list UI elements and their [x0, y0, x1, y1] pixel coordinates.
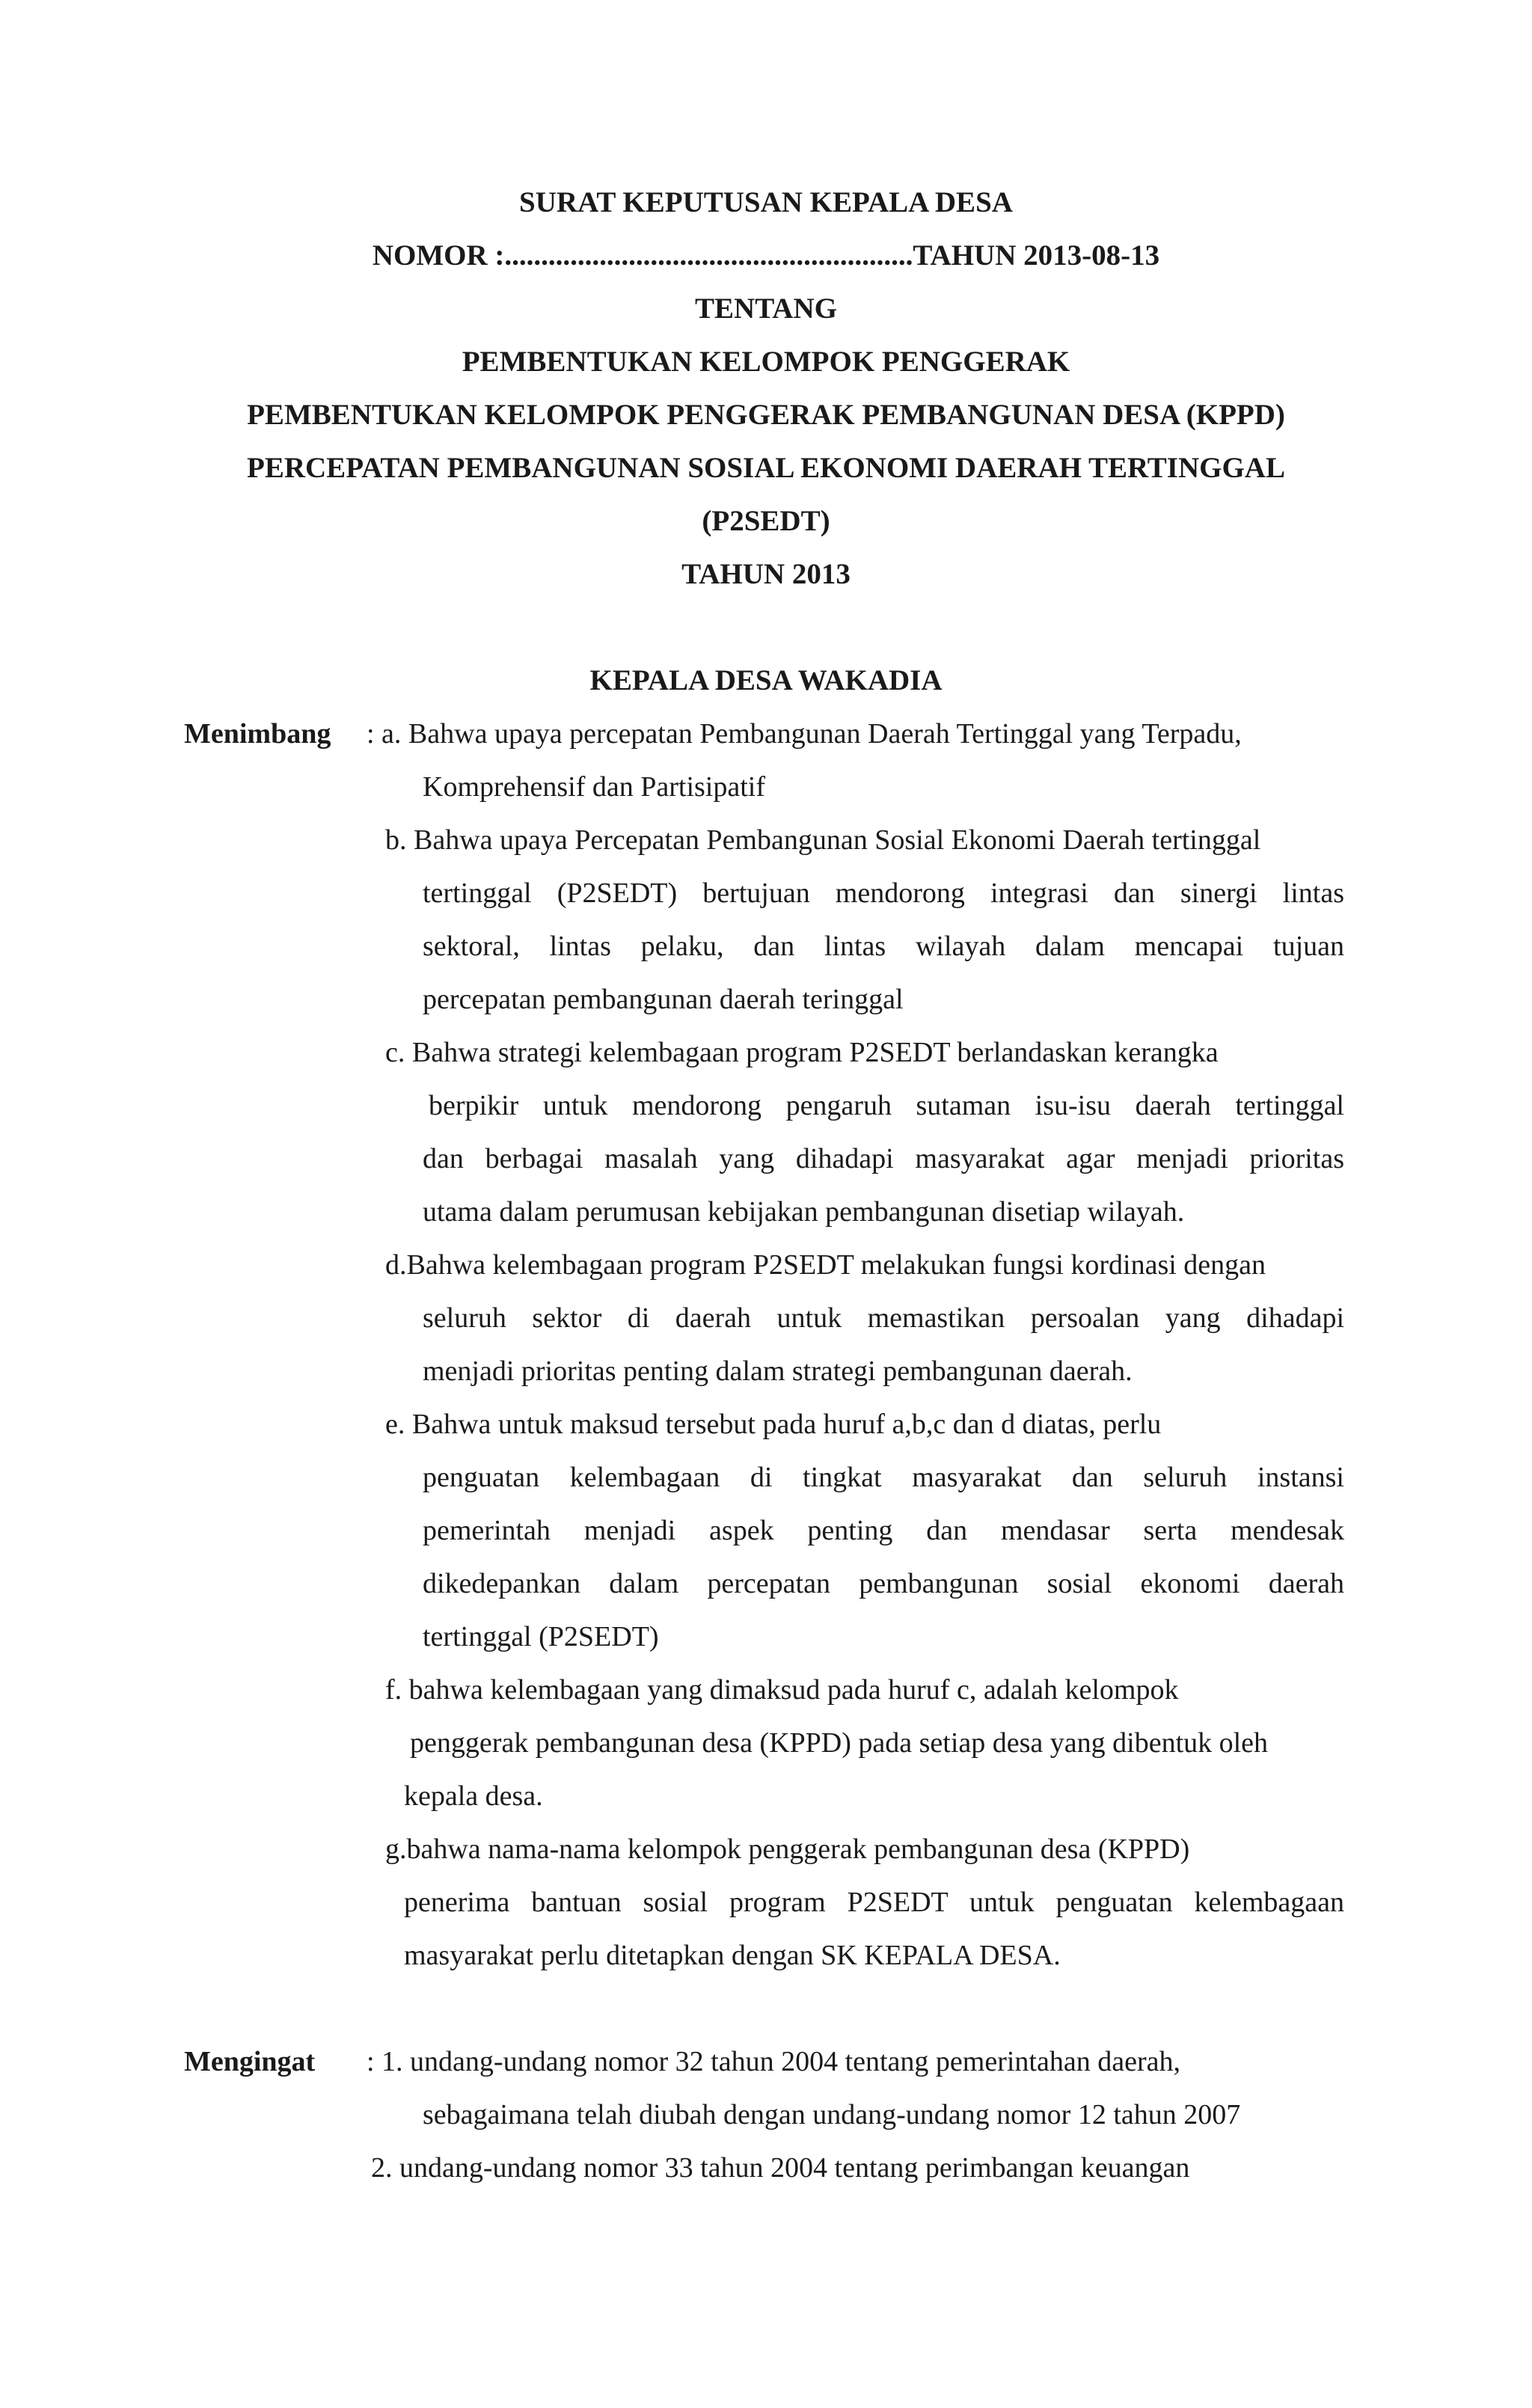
menimbang-b-line-3: sektoral, lintas pelaku, dan lintas wilayah dalam mencapai tujuan [423, 931, 1344, 962]
menimbang-e-line-3: pemerintah menjadi aspek penting dan mendasar serta mendesak [423, 1515, 1344, 1546]
subject-line-3: PERCEPATAN PEMBANGUNAN SOSIAL EKONOMI DAERAH TERTINGGAL [247, 452, 1285, 484]
mengingat-2-line-1: 2. undang-undang nomor 33 tahun 2004 tentang perimbangan keuangan [371, 2152, 1190, 2184]
tentang-heading: TENTANG [695, 292, 837, 325]
subject-line-2: PEMBENTUKAN KELOMPOK PENGGERAK PEMBANGUNAN DESA (KPPD) [247, 399, 1285, 431]
subject-year: TAHUN 2013 [681, 558, 851, 590]
subject-line-4: (P2SEDT) [702, 505, 830, 537]
menimbang-g-line-1: g.bahwa nama-nama kelompok penggerak pembangunan desa (KPPD) [385, 1833, 1190, 1865]
menimbang-c-line-3: dan berbagai masalah yang dihadapi masyarakat agar menjadi prioritas [423, 1143, 1344, 1174]
menimbang-b-line-2: tertinggal (P2SEDT) bertujuan mendorong integrasi dan sinergi lintas [423, 877, 1344, 909]
menimbang-d-line-2: seluruh sektor di daerah untuk memastikan persoalan yang dihadapi [423, 1302, 1344, 1334]
menimbang-g-line-3: masyarakat perlu ditetapkan dengan SK KEPALA DESA. [404, 1940, 1061, 1971]
menimbang-c-line-2: berpikir untuk mendorong pengaruh sutaman isu-isu daerah tertinggal [429, 1090, 1344, 1121]
mengingat-label: Mengingat [184, 2046, 316, 2077]
issuer-heading: KEPALA DESA WAKADIA [589, 664, 943, 696]
menimbang-e-line-5: tertinggal (P2SEDT) [423, 1621, 659, 1652]
mengingat-1-line-1: : 1. undang-undang nomor 32 tahun 2004 tentang pemerintahan daerah, [367, 2046, 1180, 2077]
menimbang-a-line-1: : a. Bahwa upaya percepatan Pembangunan Daerah Tertinggal yang Terpadu, [367, 718, 1242, 750]
menimbang-c-line-4: utama dalam perumusan kebijakan pembangunan disetiap wilayah. [423, 1196, 1185, 1228]
menimbang-d-line-3: menjadi prioritas penting dalam strategi pembangunan daerah. [423, 1355, 1133, 1387]
menimbang-a-line-2: Komprehensif dan Partisipatif [423, 771, 766, 803]
subject-line-1: PEMBENTUKAN KELOMPOK PENGGERAK [462, 346, 1070, 378]
menimbang-b-line-1: b. Bahwa upaya Percepatan Pembangunan Sosial Ekonomi Daerah tertinggal [385, 824, 1261, 856]
document-title: SURAT KEPUTUSAN KEPALA DESA [519, 186, 1013, 218]
menimbang-b-line-4: percepatan pembangunan daerah teringgal [423, 984, 904, 1015]
menimbang-f-line-2: penggerak pembangunan desa (KPPD) pada setiap desa yang dibentuk oleh [410, 1727, 1269, 1759]
menimbang-e-line-2: penguatan kelembagaan di tingkat masyarakat dan seluruh instansi [423, 1462, 1344, 1493]
menimbang-g-line-2: penerima bantuan sosial program P2SEDT untuk penguatan kelembagaan [404, 1887, 1344, 1918]
document-number-line: NOMOR :........................................................TAHUN 2013-08-13 [372, 239, 1160, 272]
menimbang-f-line-1: f. bahwa kelembagaan yang dimaksud pada huruf c, adalah kelompok [385, 1674, 1179, 1706]
menimbang-label: Menimbang [184, 718, 331, 750]
menimbang-e-line-4: dikedepankan dalam percepatan pembangunan sosial ekonomi daerah [423, 1568, 1344, 1599]
menimbang-c-line-1: c. Bahwa strategi kelembagaan program P2SEDT berlandaskan kerangka [385, 1037, 1219, 1068]
mengingat-1-line-2: sebagaimana telah diubah dengan undang-undang nomor 12 tahun 2007 [423, 2099, 1241, 2130]
menimbang-e-line-1: e. Bahwa untuk maksud tersebut pada huruf a,b,c dan d diatas, perlu [385, 1409, 1162, 1440]
menimbang-d-line-1: d.Bahwa kelembagaan program P2SEDT melakukan fungsi kordinasi dengan [385, 1249, 1266, 1281]
menimbang-f-line-3: kepala desa. [404, 1780, 543, 1812]
